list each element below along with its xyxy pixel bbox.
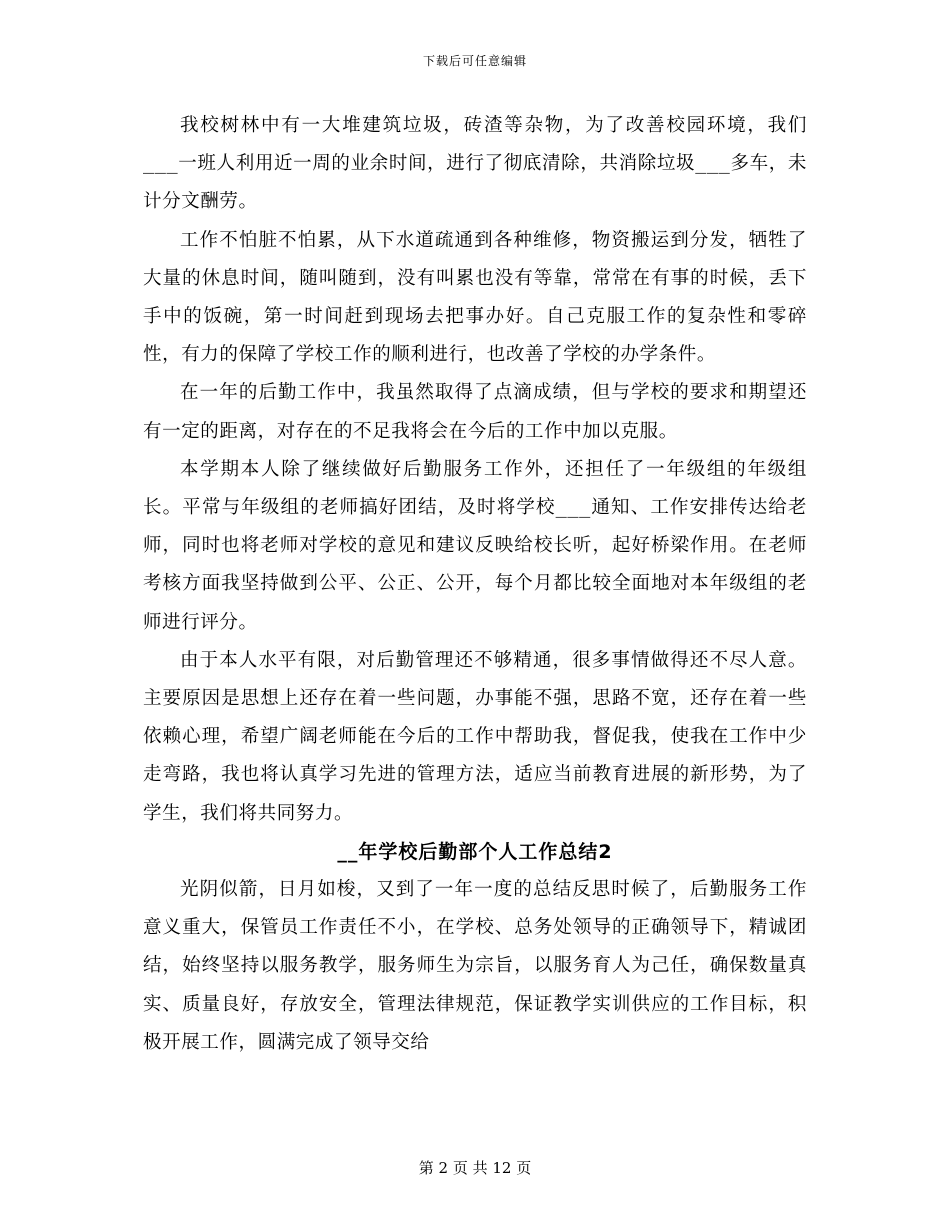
- paragraph-grade-leader: 本学期本人除了继续做好后勤服务工作外，还担任了一年级组的年级组长。平常与年级组的老师搞好团结，及时将学校___通知、工作安排传达给老师，同时也将老师对学校的意见和建议反映给校长听，起好桥梁作用。在老师考核方面我坚持做到公平、公正、公开，每个月都比较全面地对本年级组的老师进行评分。: [143, 458, 807, 633]
- paragraph-section2-intro: 光阴似箭，日月如梭，又到了一年一度的总结反思时候了，后勤服务工作意义重大，保管员工作责任不小，在学校、总务处领导的正确领导下，精诚团结，始终坚持以服务教学，服务师生为宗旨，以服务育人为己任，确保数量真实、质量良好，存放安全，管理法律规范，保证教学实训供应的工作目标，积极开展工作，圆满完成了领导交给: [143, 879, 807, 1053]
- paragraph-reflection: 在一年的后勤工作中，我虽然取得了点滴成绩，但与学校的要求和期望还有一定的距离，对存在的不足我将会在今后的工作中加以克服。: [143, 382, 807, 442]
- page-header-note: 下载后可任意编辑: [422, 54, 527, 68]
- page-number-footer: 第 2 页 共 12 页: [418, 1159, 532, 1177]
- paragraph-shortcomings: 由于本人水平有限，对后勤管理还不够精通，很多事情做得还不尽人意。主要原因是思想上还存在着一些问题，办事能不强，思路不宽，还存在着一些依赖心理，希望广阔老师能在今后的工作中帮助我，督促我，使我在工作中少走弯路，我也将认真学习先进的管理方法，适应当前教育进展的新形势，为了学生，我们将共同努力。: [143, 649, 807, 824]
- paragraph-maintenance: 工作不怕脏不怕累，从下水道疏通到各种维修，物资搬运到分发，牺牲了大量的休息时间，随叫随到，没有叫累也没有等靠，常常在有事的时候，丢下手中的饭碗，第一时间赶到现场去把事办好。自己克服工作的复杂性和零碎性，有力的保障了学校工作的顺利进行，也改善了学校的办学条件。: [143, 229, 807, 366]
- paragraph-cleanup: 我校树林中有一大堆建筑垃圾，砖渣等杂物，为了改善校园环境，我们___一班人利用近一周的业余时间，进行了彻底清除，共消除垃圾___多车，未计分文酬劳。: [143, 115, 807, 213]
- document-body: [143, 107, 807, 1062]
- section-title: __年学校后勤部个人工作总结2: [337, 840, 613, 863]
